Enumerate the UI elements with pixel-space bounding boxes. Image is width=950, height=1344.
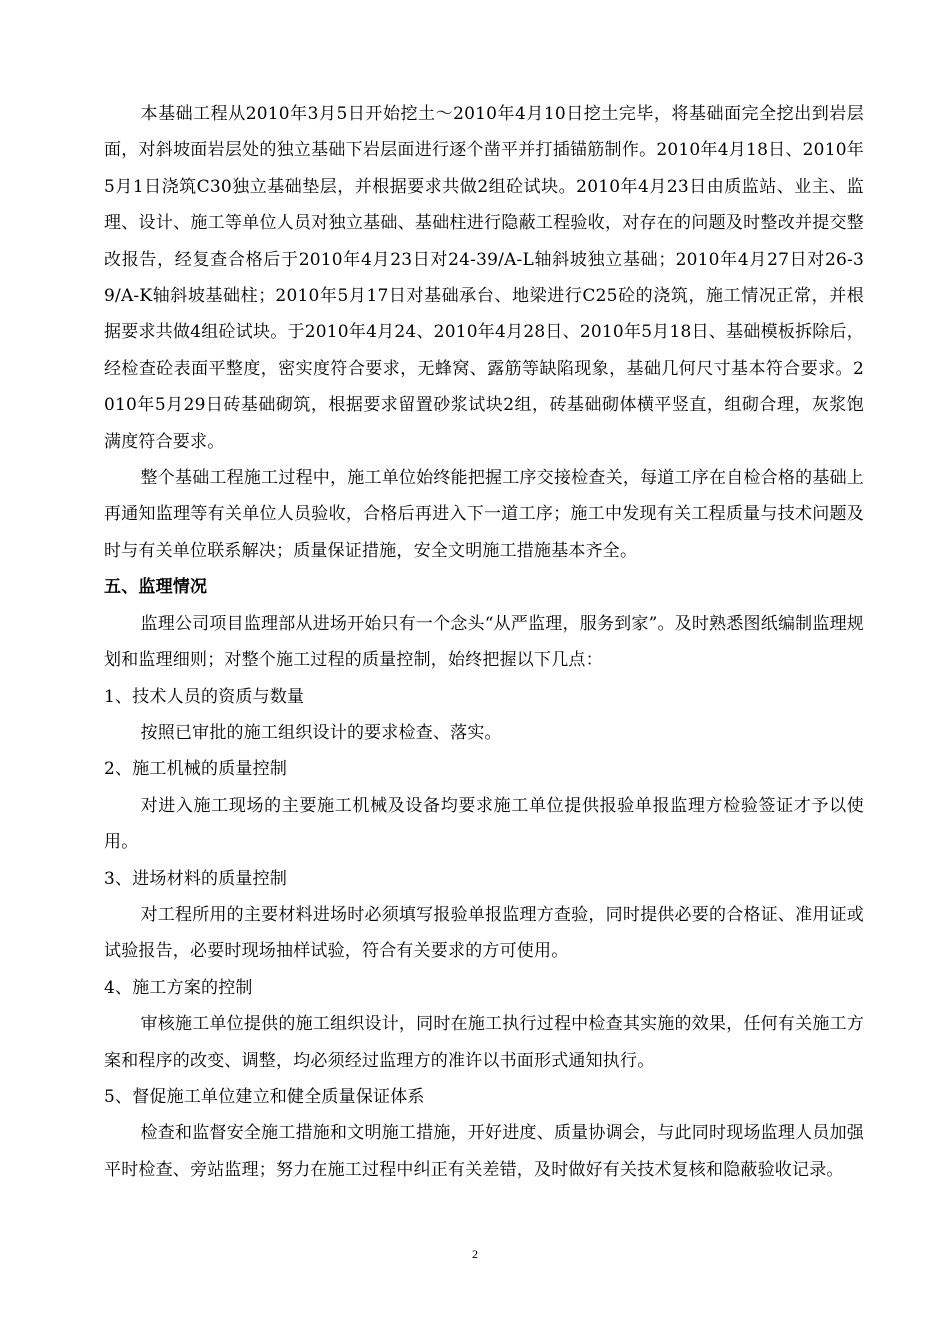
list-item-quality-system: 5、督促施工单位建立和健全质量保证体系 [104,1086,425,1107]
list-item-plan-control: 4、施工方案的控制 [104,977,253,998]
list-item-material-control: 3、进场材料的质量控制 [104,868,288,889]
paragraph-supervision-intro: 监理公司项目监理部从进场开始只有一个念头“从严监理，服务到家”。及时熟悉图纸编制监理规划和监理细则；对整个施工过程的质量控制，始终把握以下几点： [104,613,864,671]
section-heading-supervision: 五、监理情况 [104,577,208,598]
list-item-staff-qualification: 1、技术人员的资质与数量 [104,686,305,707]
paragraph-foundation-summary: 整个基础工程施工过程中，施工单位始终能把握工序交接检查关，每道工序在自检合格的基础上再通知监理等有关单位人员验收，合格后再进入下一道工序；施工中发现有关工程质量与技术问题及时与有关单位联系解决；质量保证措施，安全文明施工措施基本齐全。 [104,468,864,561]
list-item-machinery-control: 2、施工机械的质量控制 [104,759,288,780]
page-number: 2 [472,1247,478,1261]
paragraph-plan-control: 审核施工单位提供的施工组织设计，同时在施工执行过程中检查其实施的效果，任何有关施工方案和程序的改变、调整，均必须经过监理方的准许以书面形式通知执行。 [104,1014,864,1071]
paragraph-staff-qualification: 按照已审批的施工组织设计的要求检查、落实。 [140,722,502,743]
paragraph-material-control: 对工程所用的主要材料进场时必须填写报验单报监理方查验，同时提供必要的合格证、准用证或试验报告，必要时现场抽样试验，符合有关要求的方可使用。 [104,904,864,962]
paragraph-machinery-control: 对进入施工现场的主要施工机械及设备均要求施工单位提供报验单报监理方检验签证才予以使用。 [104,795,864,853]
paragraph-quality-system: 检查和监督安全施工措施和文明施工措施，开好进度、质量协调会，与此同时现场监理人员加强平时检查、旁站监理；努力在施工过程中纠正有关差错，及时做好有关技术复核和隐蔽验收记录。 [104,1123,864,1180]
paragraph-foundation-progress: 本基础工程从2010年3月5日开始挖土～2010年4月10日挖土完毕，将基础面完全挖出到岩层面，对斜坡面岩层处的独立基础下岩层面进行逐个凿平并打插锚筋制作。2010年4月18日、2010年5月1日浇筑C30独立基础垫层，并根据要求共做2组砼试块。2010年4月23日由质监站、业主、监理、设计、施工等单位人员对独立基础、基础柱进行隐蔽工程验收，对存在的问题及时整改并提交整改报告，经复查合格后于2010年4月23日对24-39/A-L轴斜坡独立基础；2010年4月27日对26-39/A-K轴斜坡基础柱；2010年5月17日对基础承台、地梁进行C25砼的浇筑，施工情况正常，并根据要求共做4组砼试块。于2010年4月24、2010年4月28日、2010年5月18日、基础模板拆除后，经检查砼表面平整度，密实度符合要求，无蜂窝、露筋等缺陷现象，基础几何尺寸基本符合要求。2010年5月29日砖基础砌筑，根据要求留置砂浆试块2组，砖基础砌体横平竖直，组砌合理，灰浆饱满度符合要求。 [104,104,864,452]
